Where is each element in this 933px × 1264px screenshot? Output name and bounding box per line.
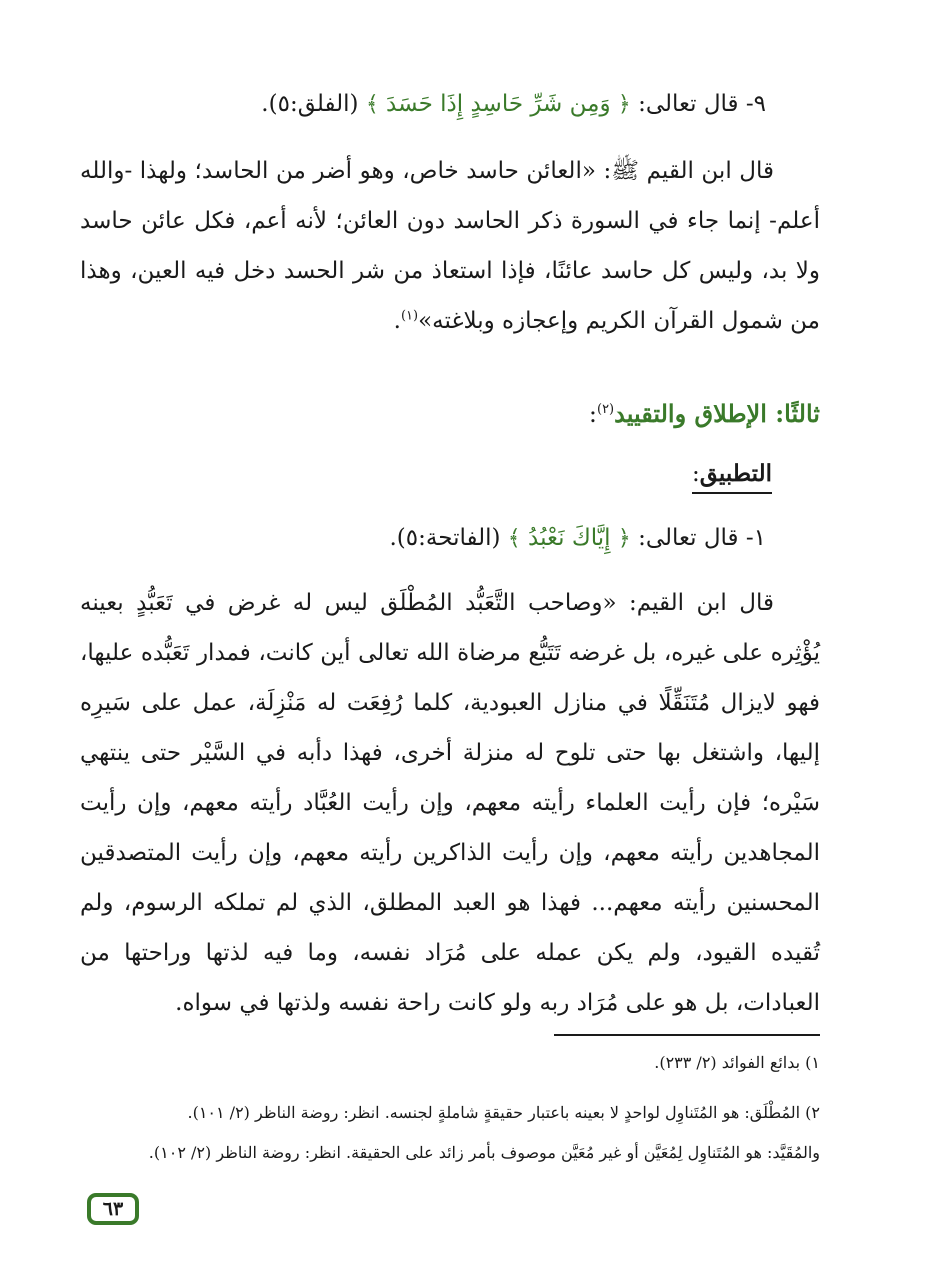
quote-1-end: . bbox=[393, 308, 401, 334]
application-colon: : bbox=[691, 461, 700, 487]
section-heading-3 bbox=[589, 396, 820, 432]
item-1-reference: (الفاتحة:٥). bbox=[389, 525, 508, 551]
item-9-reference: (الفلق:٥). bbox=[261, 91, 366, 117]
section-3-colon: : bbox=[588, 400, 597, 428]
ibn-qayyim-quote-2 bbox=[80, 578, 820, 1028]
quran-open-bracket: ﴿ bbox=[617, 526, 631, 551]
page-number: ٦٣ bbox=[88, 1194, 138, 1224]
item-1-prefix: ١- قال تعالى: bbox=[630, 525, 766, 551]
quran-verse-fatiha: إِيَّاكَ نَعْبُدُ bbox=[520, 525, 618, 551]
item-9-line bbox=[80, 86, 766, 123]
item-1-line bbox=[80, 520, 766, 557]
footnote-separator bbox=[554, 1034, 820, 1036]
item-9-prefix: ٩- قال تعالى: bbox=[630, 91, 766, 117]
application-heading bbox=[692, 456, 772, 494]
quote-2-text: قال ابن القيم: «وصاحب التَّعَبُّد المُطْلَق ليس له غرض في تَعَبُّدٍ بعينه يُؤْثِره على غيره، بل غرضه تَتَبُّع مرضاة الله تعالى أين كانت، فمدار تَعَبُّده عليها، فهو لايزال مُتَنَقِّلًا في منازل العبودية، كلما رُفِعَت له مَنْزِلَة، عمل على سَيرِه إليها، واشتغل بها حتى تلوح له منزلة أخرى، فهذا دأبه في السَّيْر حتى ينتهي سَيْره؛ فإن رأيت العلماء رأيته معهم، وإن رأيت العُبَّاد رأيته معهم، وإن رأيت المجاهدين رأيته معهم، وإن رأيت الذاكرين رأيته معهم، وإن رأيت المتصدقين المحسنين رأيته معهم... فهذا هو العبد المطلق، الذي لم تملكه الرسوم، ولم تُقيده القيود، ولم يكن عمله على مُرَاد نفسه، وما فيه لذتها وراحتها من العبادات، بل هو على مُرَاد ربه ولو كانت راحة نفسه ولذتها في سواه. bbox=[80, 590, 820, 1016]
quran-verse-falaq: وَمِن شَرِّ حَاسِدٍ إِذَا حَسَدَ bbox=[378, 91, 618, 117]
quote-1-text: قال ابن القيم ﷺ: «العائن حاسد خاص، وهو أضر من الحاسد؛ ولهذا -والله أعلم- إنما جاء في السورة ذكر الحاسد دون العائن؛ لأنه أعم، فكل عائن حاسد ولا بد، وليس كل حاسد عائنًا، فإذا استعاذ من شر الحسد دخل فيه العين، وهذا من شمول القرآن الكريم وإعجازه وبلاغته» bbox=[80, 158, 820, 334]
footnote-ref-1: (١) bbox=[400, 308, 419, 324]
ibn-qayyim-quote-1 bbox=[80, 146, 820, 346]
quran-close-bracket: ﴾ bbox=[365, 92, 379, 117]
section-3-title: ثالثًا: الإطلاق والتقييد bbox=[614, 399, 820, 428]
quran-open-bracket: ﴿ bbox=[617, 92, 631, 117]
application-label: التطبيق bbox=[699, 460, 772, 487]
quran-close-bracket: ﴾ bbox=[507, 526, 521, 551]
footnote-ref-2: (٢) bbox=[596, 402, 615, 417]
footnote-2-continued: والمُقَيَّد: هو المُتَناوِل لِمُعَيَّن أو غير مُعَيَّن موصوف بأمر زائد على الحقيقة. انظر: روضة الناظر (٢/ ١٠٢). bbox=[148, 1143, 820, 1162]
footnote-2: ٢) المُطْلَق: هو المُتَناوِل لواحدٍ لا بعينه باعتبار حقيقةٍ شاملةٍ لجنسه. انظر: روضة الناظر (٢/ ١٠١). bbox=[187, 1103, 820, 1122]
footnote-1: ١) بدائع الفوائد (٢/ ٢٣٣). bbox=[654, 1053, 820, 1072]
